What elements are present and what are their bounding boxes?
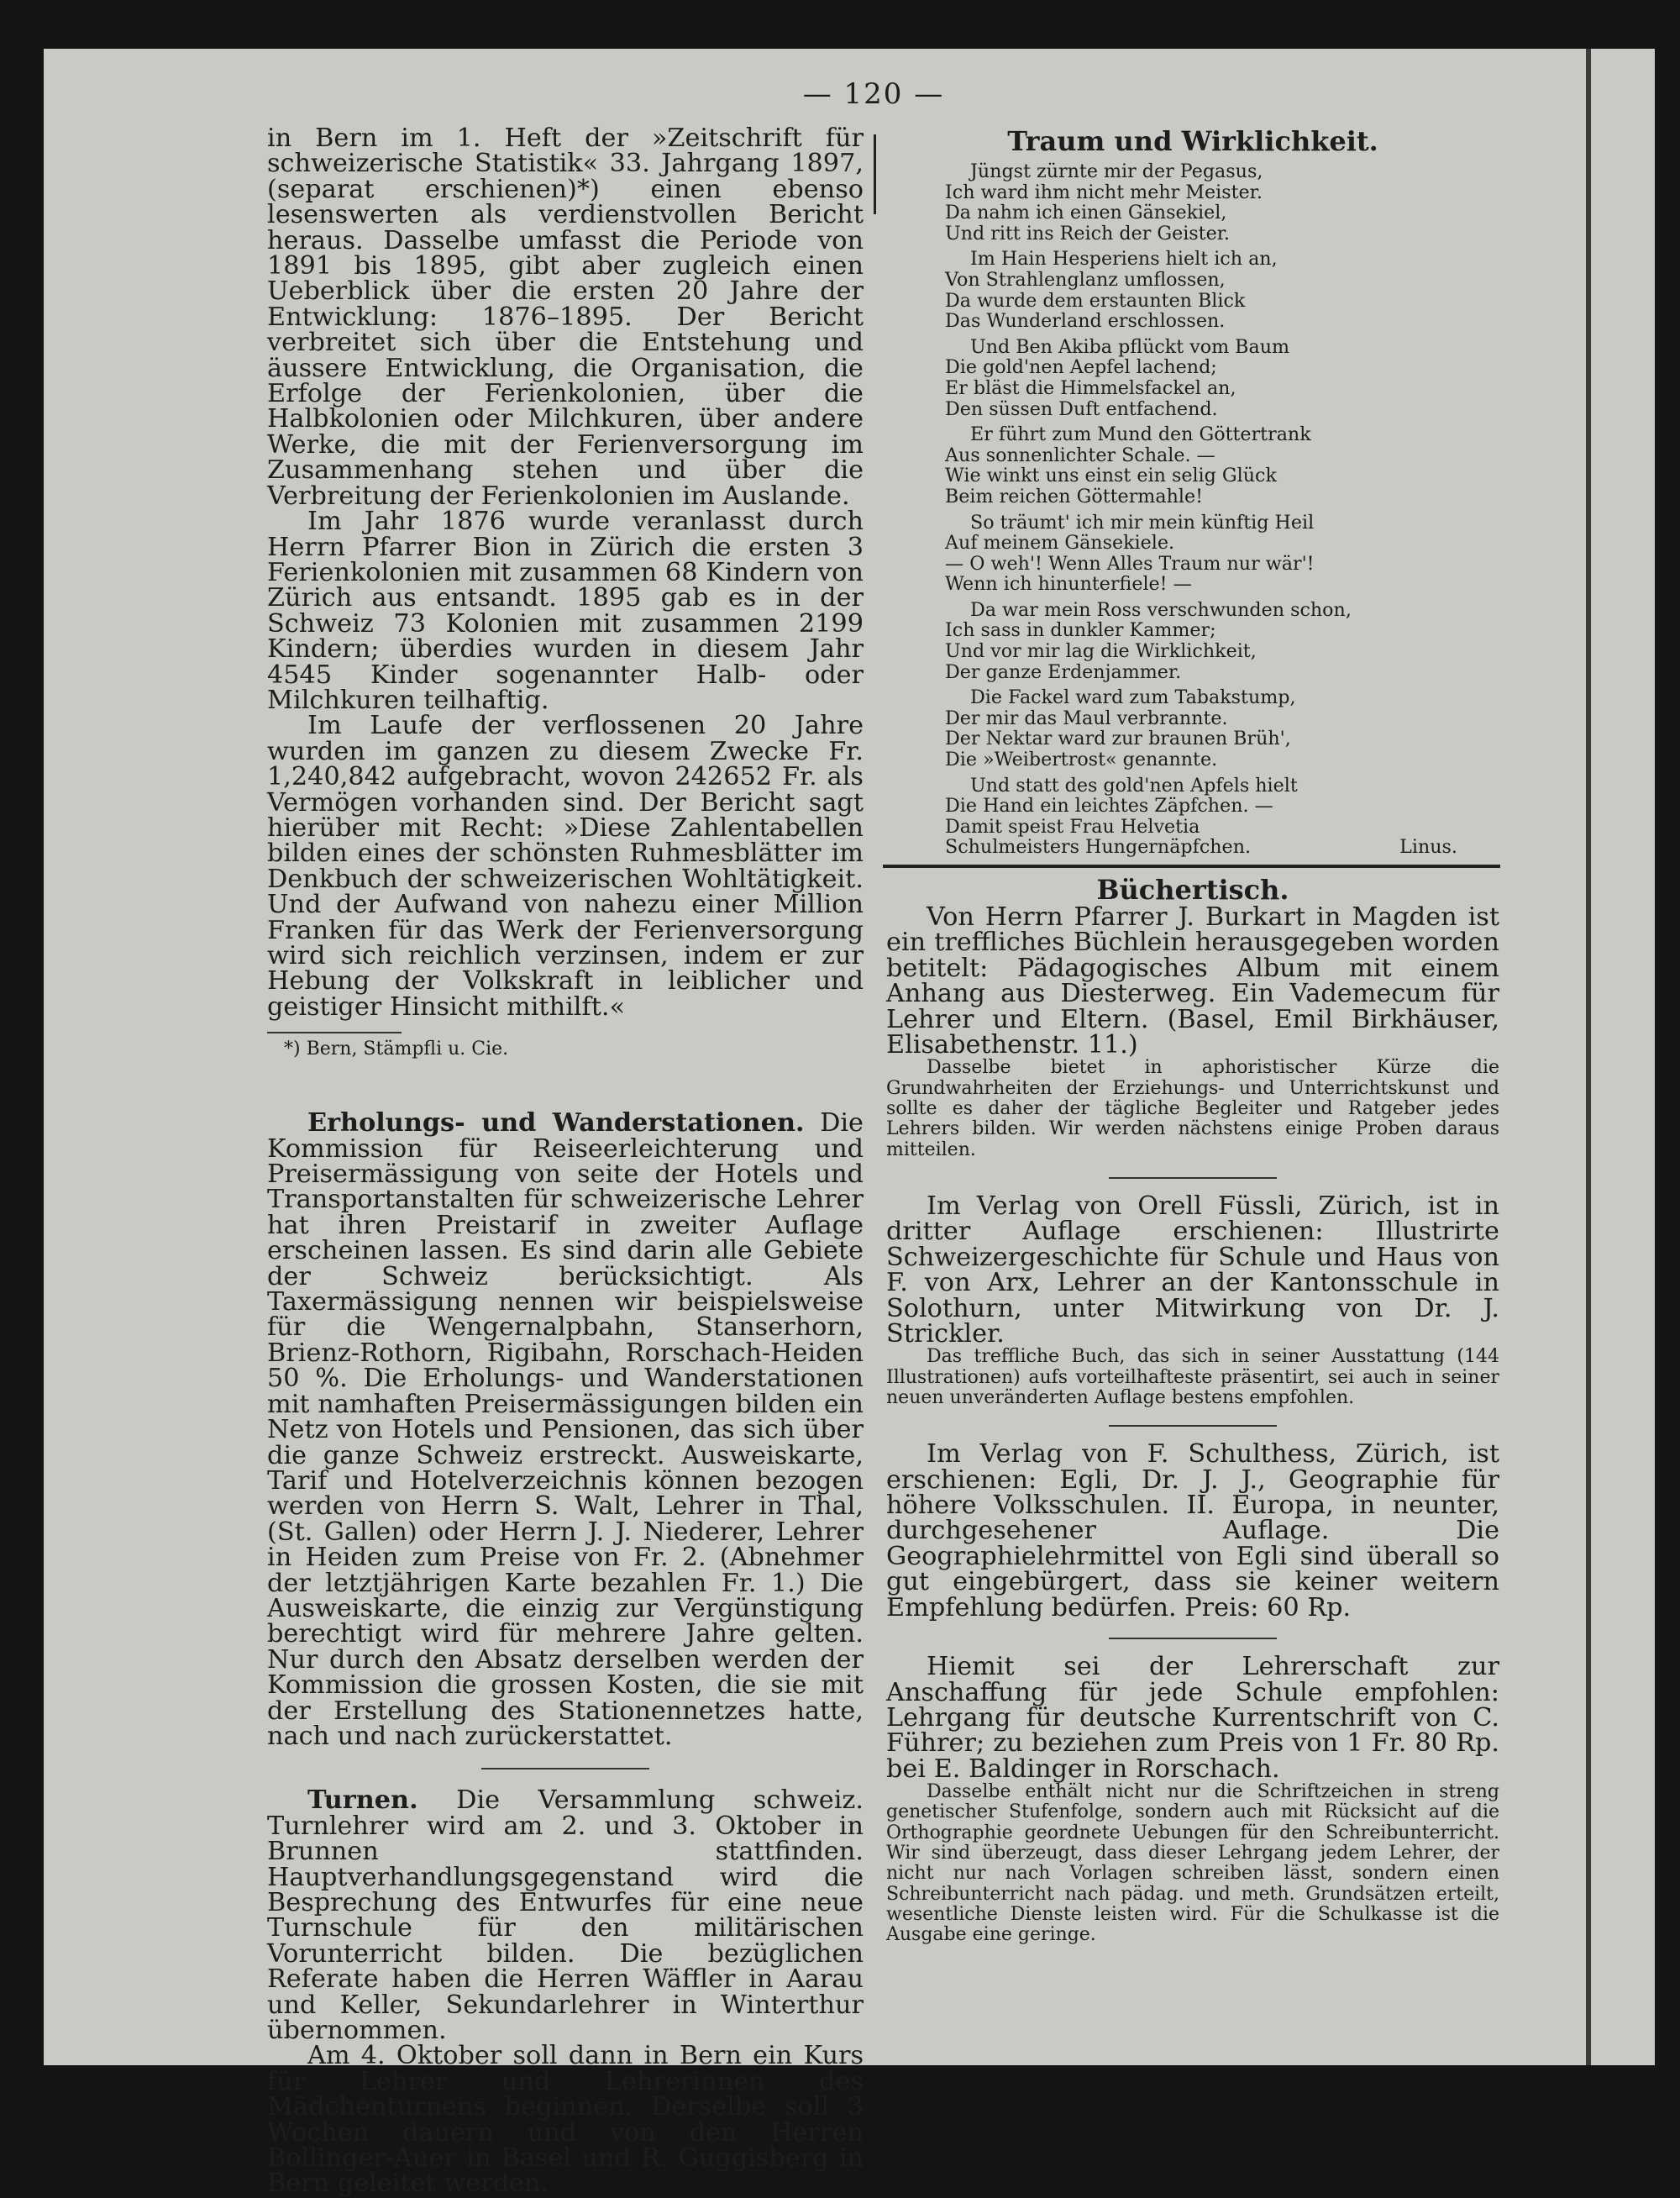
poem-line: Jüngst zürnte mir der Pegasus, [970,160,1263,182]
turnen-heading: Turnen. [307,1785,418,1816]
section-rule [883,865,1500,868]
poem-line: Ich sass in dunkler Kammer; [945,619,1216,642]
poem-stanza [945,337,1466,419]
poem-stanza [945,249,1466,331]
right-column [886,126,1499,1946]
section-separator [1109,1425,1277,1427]
poem-line: Da wurde dem erstaunten Blick [945,289,1246,312]
poem-stanza [945,161,1466,244]
poem-line: Schulmeisters Hungernäpfchen. [945,836,1252,859]
poem-stanza [945,776,1466,858]
turnen-text: Die Versammlung schweiz. Turnlehrer wird am 2. und 3. Oktober in Brunnen stattfinden. Hauptverhandlungsgegenstand wird die Besprechung des Entwurfes für eine neue Turnschule für den militärischen Vorunterricht bilden. Die bezüglichen Referate haben die Herren Wäffler in Aarau und Keller, Sekundarlehrer in Winterthur übernommen. [267,1785,864,2046]
section-separator [1109,1177,1277,1179]
book-4: Hiemit sei der Lehrerschaft zur Anschaffung für jede Schule empfohlen: Lehrgang für deutsche Kurrentschrift von C. Führer; zu beziehen zum Preis von 1 Fr. 80 Rp. bei E. Baldinger in Rorschach. [886,1652,1499,1784]
page-edge [1586,49,1591,2065]
footnote: *) Bern, Stämpfli u. Cie. [284,1039,509,1060]
poem-line: Wie winkt uns einst ein selig Glück [945,465,1277,487]
poem-line: Wenn ich hinunterfiele! — [945,573,1192,596]
column-divider [874,134,876,214]
turnen-text-2: Am 4. Oktober soll dann in Bern ein Kurs für Lehrer und Lehrerinnen des Mädchenturnens beginnen. Derselbe soll 3 Wochen dauern und von den Herren Bollinger-Auer in Basel und R. Guggisberg in Bern geleitet werden. [267,2041,864,2198]
poem-line: Und ritt ins Reich der Geister. [945,222,1230,245]
poem-stanza [945,513,1466,595]
poem-final-row [945,837,1466,858]
left-column [267,126,864,2197]
turnen-article [267,1785,864,2046]
poem [945,161,1466,858]
book-3: Im Verlag von F. Schulthess, Zürich, ist erschienen: Egli, Dr. J. J., Geographie für höhere Volksschulen. II. Europa, in neunter, durchgesehener Auflage. Die Geographielehrmittel von Egli sind überall so gut eingebürgert, dass sie keiner weitern Empfehlung bedürfen. Preis: 60 Rp. [886,1439,1499,1622]
book-1: Von Herrn Pfarrer J. Burkart in Magden ist ein treffliches Büchlein herausgegeben worden betitelt: Pädagogisches Album mit einem Anhang aus Diesterweg. Ein Vademecum für Lehrer und Eltern. (Basel, Emil Birkhäuser, Elisabethenstr. 11.) [886,902,1499,1060]
poem-line: Damit speist Frau Helvetia [945,815,1200,838]
book-2: Im Verlag von Orell Füssli, Zürich, ist in dritter Auflage erschienen: Illustrirte Schweizergeschichte für Schule und Haus von F. von Arx, Lehrer an der Kantonsschule in Solothurn, unter Mitwirkung von Dr. J. Strickler. [886,1191,1499,1349]
poem-line: Aus sonnenlichter Schale. — [945,444,1215,466]
poem-stanza [945,424,1466,507]
poem-line: So träumt' ich mir mein künftig Heil [970,511,1315,534]
poem-line: Der ganze Erdenjammer. [945,660,1182,683]
poem-line: Im Hain Hesperiens hielt ich an, [970,248,1278,271]
poem-line: — O weh'! Wenn Alles Traum nur wär'! [945,552,1315,575]
poem-line: Und Ben Akiba pflückt vom Baum [970,335,1290,358]
poem-line: Der mir das Maul verbrannte. [945,707,1228,729]
poem-line: Da nahm ich einen Gänsekiel, [945,202,1227,224]
poem-line: Und statt des gold'nen Apfels hielt [970,774,1298,797]
section-separator [1109,1638,1277,1639]
books-title: Büchertisch. [1096,874,1289,906]
book-1-note: Dasselbe bietet in aphoristischer Kürze die Grundwahrheiten der Erziehungs- und Unterrichtskunst und sollte es daher der tägliche Begleiter und Ratgeber jedes Lehrers bilden. Wir werden nächstens einige Proben daraus mitteilen. [886,1057,1499,1160]
poem-line: Den süssen Duft entfachend. [945,397,1218,420]
erholung-heading: Erholungs- und Wanderstationen. [307,1108,805,1138]
poem-stanza [945,600,1466,682]
poem-title: Traum und Wirklichkeit. [1007,125,1378,157]
poem-line: Von Strahlenglanz umflossen, [945,268,1226,291]
poem-line: Die gold'nen Aepfel lachend; [945,356,1217,379]
page-number: — 120 — [802,77,945,111]
poem-signature: Linus. [1399,836,1457,859]
report-paragraph-1: in Bern im 1. Heft der »Zeitschrift für schweizerische Statistik« 33. Jahrgang 1897, (separat erschienen)*) einen ebenso lesenswerten als verdienstvollen Bericht heraus. Dasselbe umfasst die Periode von 1891 bis 1895, gibt aber zugleich einen Ueberblick über die ersten 20 Jahre der Entwicklung: 1876–1895. Der Bericht verbreitet sich über die Entstehung und äussere Entwicklung, die Organisation, die Erfolge der Ferienkolonien, über die Halbkolonien oder Milchkuren, über andere Werke, die mit der Ferienversorgung im Zusammenhang stehen und über die Verbreitung der Ferienkolonien im Auslande. [267,124,864,511]
poem-line: Das Wunderland erschlossen. [945,310,1226,333]
poem-line: Da war mein Ross verschwunden schon, [970,598,1352,621]
poem-line: Die »Weibertrost« genannte. [945,749,1218,771]
poem-line: Der Nektar ward zur braunen Brüh', [945,728,1291,750]
poem-line: Die Hand ein leichtes Zäpfchen. — [945,795,1273,818]
erholung-text: Die Kommission für Reiseerleichterung und Preisermässigung von seite der Hotels und Transportanstalten für schweizerische Lehrer hat ihren Preistarif in zweiter Auflage erscheinen lassen. Es sind darin alle Gebiete der Schweiz berücksichtigt. Als Taxermässigung nennen wir beispielsweise für die Wengernalpbahn, Stanserhorn, Brienz-Rothorn, Rigibahn, Rorschach-Heiden 50 %. Die Erholungs- und Wanderstationen mit namhaften Preisermässigungen bilden ein Netz von Hotels und Pensionen, das sich über die ganze Schweiz erstreckt. Ausweiskarte, Tarif und Hotelverzeichnis können bezogen werden von Herrn S. Walt, Lehrer in Thal, (St. Gallen) oder Herrn J. J. Niederer, Lehrer in Heiden zum Preise von Fr. 2. (Abnehmer der letztjährigen Karte bezahlen Fr. 1.) Die Ausweiskarte, die einzig zur Vergünstigung berechtigt wird für mehrere Jahre gelten. Nur durch den Absatz derselben werden der Kommission die grossen Kosten, die sie mit der Erstellung des Stationennetzes hatte, nach und nach zurückerstattet. [267,1108,864,1751]
poem-line: Und vor mir lag die Wirklichkeit, [945,640,1257,663]
book-2-note: Das treffliche Buch, das sich in seiner Ausstattung (144 Illustrationen) aufs vorteilhafteste präsentirt, sei auch in seiner neuen unveränderten Auflage bestens empfohlen. [886,1346,1499,1408]
report-paragraph-3: Im Laufe der verflossenen 20 Jahre wurden im ganzen zu diesem Zwecke Fr. 1,240,842 aufgebracht, wovon 242652 Fr. als Vermögen vorhanden sind. Der Bericht sagt hierüber mit Recht: »Diese Zahlentabellen bilden eines der schönsten Ruhmesblätter im Denkbuch der schweizerischen Wohltätigkeit. Und der Aufwand von nahezu einer Million Franken für das Werk der Ferienversorgung wird sich reichlich verzinsen, indem er zur Hebung der Volkskraft in leiblicher und geistiger Hinsicht mithilft.« [267,711,864,1022]
report-paragraph-2: Im Jahr 1876 wurde veranlasst durch Herrn Pfarrer Bion in Zürich die ersten 3 Ferienkolonien mit zusammen 68 Kindern von Zürich aus entsandt. 1895 gab es in der Schweiz 73 Kolonien mit zusammen 2199 Kindern; überdies wurden in diesem Jahr 4545 Kinder sogenannter Halb- oder Milchkuren teilhaftig. [267,507,864,715]
erholung-article [267,1108,864,1751]
footnote-rule [267,1032,402,1033]
poem-line: Die Fackel ward zum Tabakstump, [970,686,1296,709]
poem-line: Auf meinem Gänsekiele. [945,532,1175,555]
poem-line: Er führt zum Mund den Göttertrank [970,423,1311,446]
section-separator [481,1768,649,1769]
poem-line: Er bläst die Himmelsfackel an, [945,376,1236,399]
book-4-note: Dasselbe enthält nicht nur die Schriftzeichen in streng genetischer Stufenfolge, sondern auch mit Rücksicht auf die Orthographie geordnete Uebungen für den Schreibunterricht. Wir sind überzeugt, dass dieser Lehrgang jedem Lehrer, der nicht nur nach Vorlagen schreiben lässt, sondern einen Schreibunterricht nach pädag. und meth. Grundsätzen erteilt, wesentliche Dienste leisten wird. Für die Schulkasse ist die Ausgabe eine geringe. [886,1781,1499,1946]
poem-line: Beim reichen Göttermahle! [945,485,1203,507]
poem-stanza [945,687,1466,770]
poem-line: Ich ward ihm nicht mehr Meister. [945,181,1263,203]
